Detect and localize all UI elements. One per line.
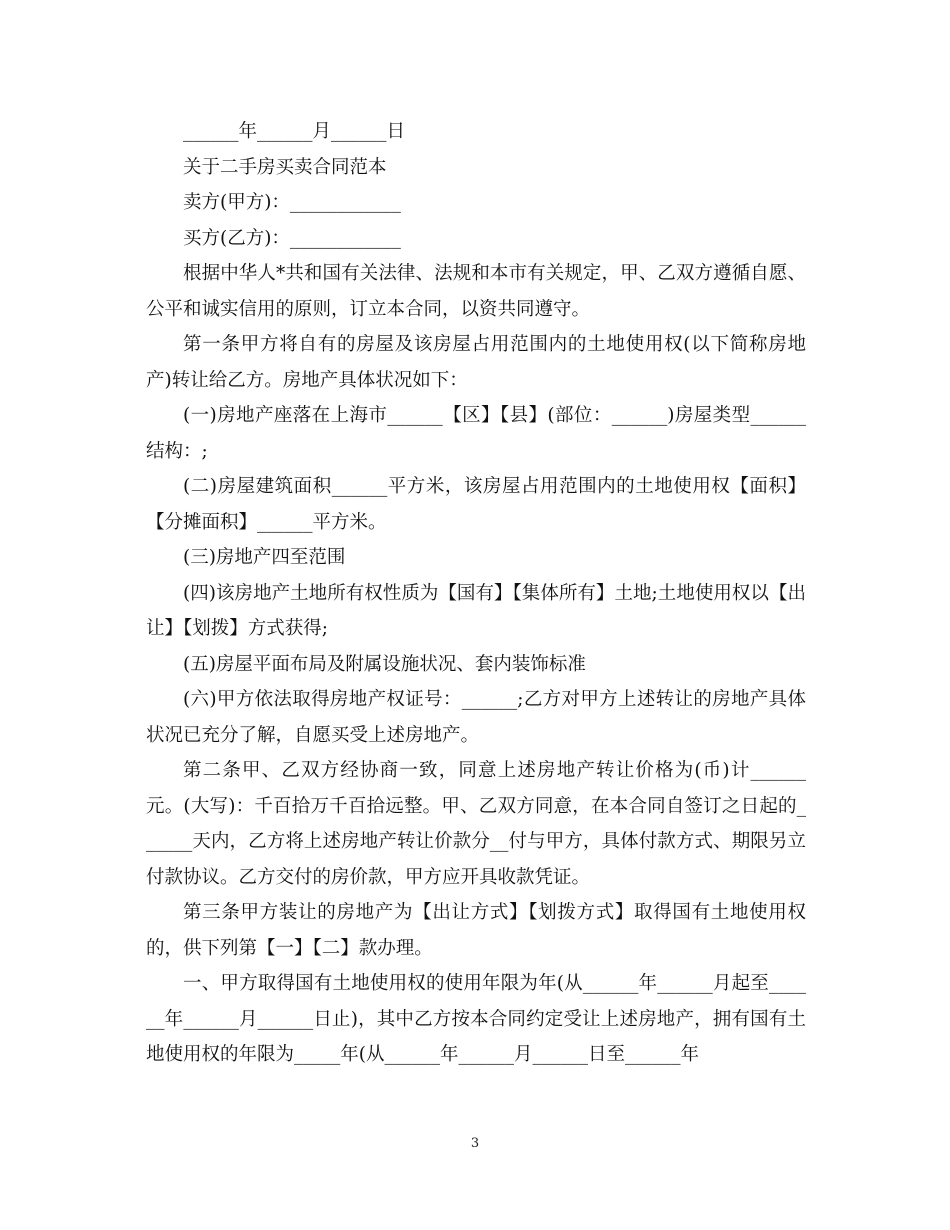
clause-1-3-paragraph: (三)房地产四至范围 xyxy=(183,547,346,568)
article-3-item-1-paragraph: 一、甲方取得国有土地使用权的使用年限为年(从______年______月起至______年______月______日止)，其中乙方按本合同约定受让上述房地产，拥有国有土地使用权的年限为_____年(从______年______月______日至______年 xyxy=(146,973,806,1065)
article-1-paragraph: 第一条甲方将自有的房屋及该房屋占用范围内的土地使用权(以下简称房地产)转让给乙方。房地产具体状况如下： xyxy=(146,334,806,391)
clause-1-2-paragraph: (二)房屋建筑面积______平方米，该房屋占用范围内的土地使用权【面积】【分摊面积】______平方米。 xyxy=(146,476,806,533)
preamble-paragraph: 根据中华人*共和国有关法律、法规和本市有关规定，甲、乙双方遵循自愿、公平和诚实信用的原则，订立本合同，以资共同遵守。 xyxy=(146,263,806,320)
clause-1-5-paragraph: (五)房屋平面布局及附属设施状况、套内装饰标准 xyxy=(183,653,586,675)
page-number: 3 xyxy=(470,1136,480,1151)
clause-1-1-paragraph: (一)房地产座落在上海市______【区】【县】(部位：______)房屋类型______结构：; xyxy=(146,405,806,462)
clause-1-4-paragraph: (四)该房地产土地所有权性质为【国有】【集体所有】土地;土地使用权以【出让】【划拨】方式获得; xyxy=(146,582,806,639)
seller-line: 卖方(甲方)：____________ xyxy=(183,192,401,213)
document-title: 关于二手房买卖合同范本 xyxy=(183,156,387,178)
article-2-paragraph: 第二条甲、乙双方经协商一致，同意上述房地产转让价格为(币)计______元。(大写)：千百拾万千百拾远整。甲、乙双方同意，在本合同自签订之日起的______天内，乙方将上述房地产转让价款分__付与甲方，具体付款方式、期限另立付款协议。乙方交付的房价款，甲方应开具收款凭证。 xyxy=(146,760,806,888)
article-3-paragraph: 第三条甲方装让的房地产为【出让方式】【划拨方式】取得国有土地使用权的，供下列第【一】【二】款办理。 xyxy=(146,902,806,959)
buyer-line: 买方(乙方)：____________ xyxy=(183,227,401,249)
date-line: ______年______月______日 xyxy=(183,121,406,142)
clause-1-6-paragraph: (六)甲方依法取得房地产权证号：______;乙方对甲方上述转让的房地产具体状况已充分了解，自愿买受上述房地产。 xyxy=(146,689,806,746)
document-body xyxy=(146,114,806,1073)
